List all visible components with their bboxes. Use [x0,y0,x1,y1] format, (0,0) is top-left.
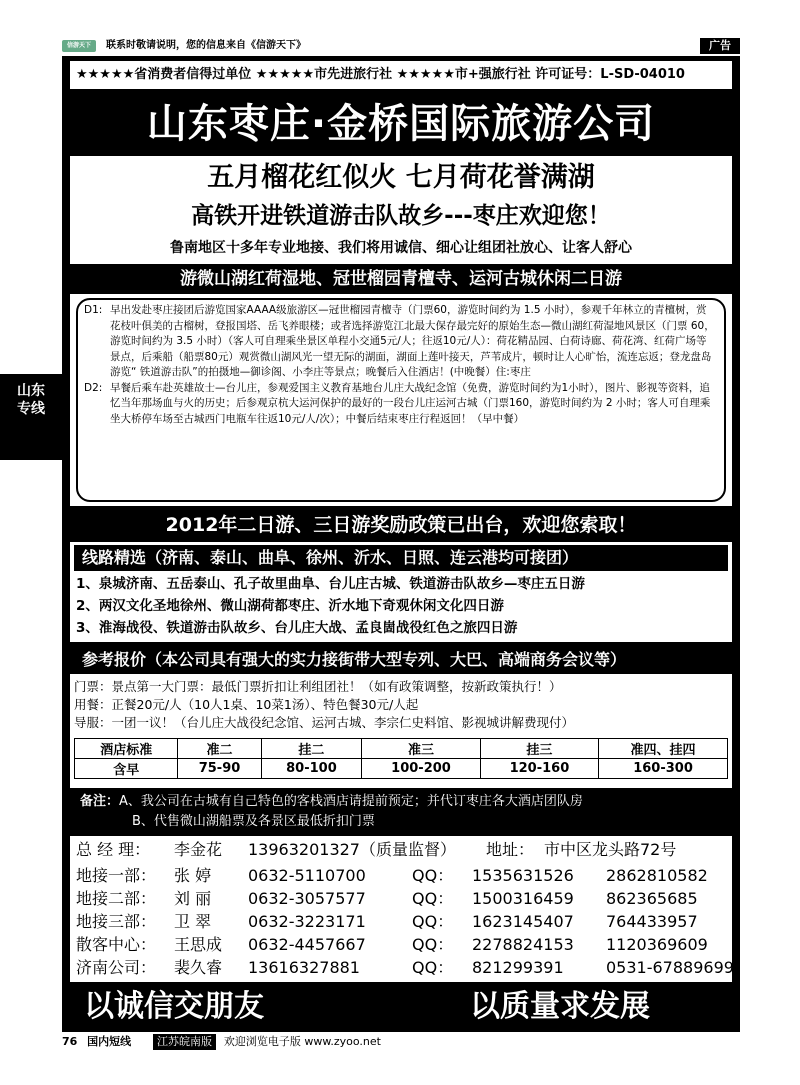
table-cell: 75-90 [178,759,261,779]
contact-phone: 13616327881 [248,958,360,977]
address: 市中区龙头路72号 [544,840,677,859]
notes-label: 备注： [80,794,120,809]
contact-qq: 0531-67889699 [606,958,734,977]
edition-tag: 江苏皖南版 [153,1034,216,1050]
section-name: 国内短线 [87,1035,132,1048]
table-header-cell: 挂二 [261,739,362,759]
routes-header: 线路精选（济南、泰山、曲阜、徐州、沂水、日照、连云港均可接团） [74,545,728,571]
price-line: 门票：景点第一大门票：最低门票折扣让利组团社！（如有政策调整，按新政策执行！） [74,679,562,694]
day-label: D1: [84,304,103,316]
contact-qq: 764433957 [606,912,698,931]
contact-name: 张 婷 [174,866,212,885]
contact-qq: 1120369609 [606,935,708,954]
page-footer [62,1034,381,1050]
contact-qq: 1500316459 [472,889,574,908]
table-cell: 80-100 [261,759,362,779]
note-item: B、代售微山湖船票及各景区最低折扣门票 [132,814,375,829]
price-line: 用餐：正餐20元/人（10人1桌、10菜1汤）、特色餐30元/人起 [74,697,419,712]
policy-banner: 2012年二日游、三日游奖励政策已出台，欢迎您索取！ [165,514,637,536]
motto-left: 以诚信交朋友 [84,989,264,1024]
table-cell: 100-200 [362,759,480,779]
contact-name: 卫 翠 [174,912,212,931]
page-number: 76 [62,1035,78,1048]
contact-qq: 821299391 [472,958,564,977]
manager-label: 总 经 理： [76,840,151,859]
contact-name: 裴久睿 [174,958,223,977]
table-cell: 160-300 [599,759,728,779]
contact-dept: 散客中心： [76,935,157,954]
website-note: 欢迎浏览电子版 www.zyoo.net [223,1035,381,1048]
itinerary-box [76,298,726,502]
note-item: A、我公司在古城有自己特色的客栈酒店请提前预定；并代订枣庄各大酒店团队房 [119,794,583,809]
contact-dept: 地接三部： [76,912,157,931]
ad-tag: 广告 [700,38,740,54]
contact-row [76,887,728,911]
itinerary-day [84,381,716,428]
contact-name: 王思成 [174,935,223,954]
day-text: 早出发赴枣庄接团后游览国家AAAA级旅游区—冠世榴园青檀寺（门票60，游览时间约为 1.5 小时），参观千年林立的青檀树，赏花枝叶俱美的古榴树，登报国塔、岳飞养眼楼；或者选择游览江北最大保存最完好的原始生态—微山湖红荷湿地风景区（门票 60，游览时间约为 3.5 小时）（客人可自理乘坐景区单程小交通5元/人；往返10元/人）：荷花精品园、白荷诗廊、荷花湾、红荷广场等景点，后乘船（船票80元）观赏微山湖风光一望无际的湖面，湖面上莲叶接天，芦苇成片，顿时让人心旷怡，流连忘返；登龙盘岛游览“ 铁道游击队”的拍摄地—御诊阁、小李庄等景点；晚餐后入住酒店！(中晚餐）住:枣庄 [110,304,715,378]
licence-line: ★★★★★省消费者信得过单位 ★★★★★市先进旅行社 ★★★★★市+强旅行社 许可证号：L-SD-04010 [70,61,732,89]
contact-dept: 地接二部： [76,889,157,908]
address-label: 地址： [486,840,535,859]
side-tab-line2: 专线 [17,401,45,417]
qq-label: QQ： [412,958,454,977]
contact-row [76,910,728,934]
contact-qq: 1535631526 [472,866,574,885]
route-item: 2、两汉文化圣地徐州、微山湖荷都枣庄、沂水地下奇观休闲文化四日游 [76,598,504,614]
qq-label: QQ： [412,889,454,908]
section-side-tab [0,374,62,460]
table-cell: 120-160 [480,759,598,779]
pricing-header: 参考报价（本公司具有强大的实力接街带大型专列、大巴、高端商务会议等） [74,646,728,674]
table-row [75,759,728,779]
day-text: 早餐后乘车赴英雄故士—台儿庄，参观爱国主义教育基地台儿庄大战纪念馆（免费，游览时间约为1小时），图片、影视等资料，追忆当年那场血与火的历史；后参观京杭大运河保护的最好的一段台儿庄运河古城（门票160，游览时间约为 2 小时；客人可自理乘坐大桥停车场至古城西门电瓶车往返10元/人/次）；中餐后结束枣庄行程返回！（早中餐） [110,381,711,425]
qq-label: QQ： [412,866,454,885]
contact-dept: 地接一部： [76,866,157,885]
contact-phone: 0632-4457667 [248,935,366,954]
day-label: D2: [84,381,103,394]
slogan-flowers: 五月榴花红似火 七月荷花誉满湖 [207,162,595,193]
table-header-row [75,739,728,759]
tour-title: 游微山湖红荷湿地、冠世榴园青檀寺、运河古城休闲二日游 [180,269,622,289]
source-note: 联系时敬请说明，您的信息来自《信游天下》 [106,40,306,51]
contact-qq: 862365685 [606,889,698,908]
contact-phone: 0632-3057577 [248,889,366,908]
table-header-cell: 准三 [362,739,480,759]
itinerary-day [84,303,716,381]
contact-phone: 0632-3223171 [248,912,366,931]
motto-bar [62,982,740,1032]
contact-row [76,933,728,957]
side-tab-line1: 山东 [17,383,45,399]
notes [80,792,583,832]
slogan-service: 鲁南地区十多年专业地接、我们将用诚信、细心让组团社放心、让客人舒心 [170,240,632,256]
qq-label: QQ： [412,935,454,954]
motto-right: 以质量求发展 [470,989,650,1024]
contact-row [76,956,734,980]
brand-logo: 信游天下 [62,40,96,52]
manager-row [76,838,728,862]
manager-name: 李金花 [174,840,223,859]
contact-qq: 1623145407 [472,912,574,931]
contact-qq: 2278824153 [472,935,574,954]
route-item: 1、泉城济南、五岳泰山、孔子故里曲阜、台儿庄古城、铁道游击队故乡—枣庄五日游 [76,576,585,592]
table-cell: 含早 [75,759,178,779]
contact-row [76,864,728,888]
header-bar [62,38,740,54]
price-line: 导服：一团一议！（台儿庄大战役纪念馆、运河古城、李宗仁史料馆、影视城讲解费现付） [74,715,575,730]
table-header-cell: 挂三 [480,739,598,759]
company-title: 山东枣庄·金桥国际旅游公司 [146,101,656,147]
table-header-cell: 酒店标准 [75,739,178,759]
slogan-welcome: 高铁开进铁道游击队故乡---枣庄欢迎您！ [191,203,611,229]
manager-phone: 13963201327（质量监督） [248,840,456,859]
table-header-cell: 准二 [178,739,261,759]
hotel-price-table [74,738,728,779]
table-header-cell: 准四、挂四 [599,739,728,759]
contact-dept: 济南公司： [76,958,157,977]
contact-qq: 2862810582 [606,866,708,885]
contact-phone: 0632-5110700 [248,866,366,885]
route-item: 3、淮海战役、铁道游击队故乡、台儿庄大战、孟良崮战役红色之旅四日游 [76,620,518,636]
contact-name: 刘 丽 [174,889,212,908]
qq-label: QQ： [412,912,454,931]
